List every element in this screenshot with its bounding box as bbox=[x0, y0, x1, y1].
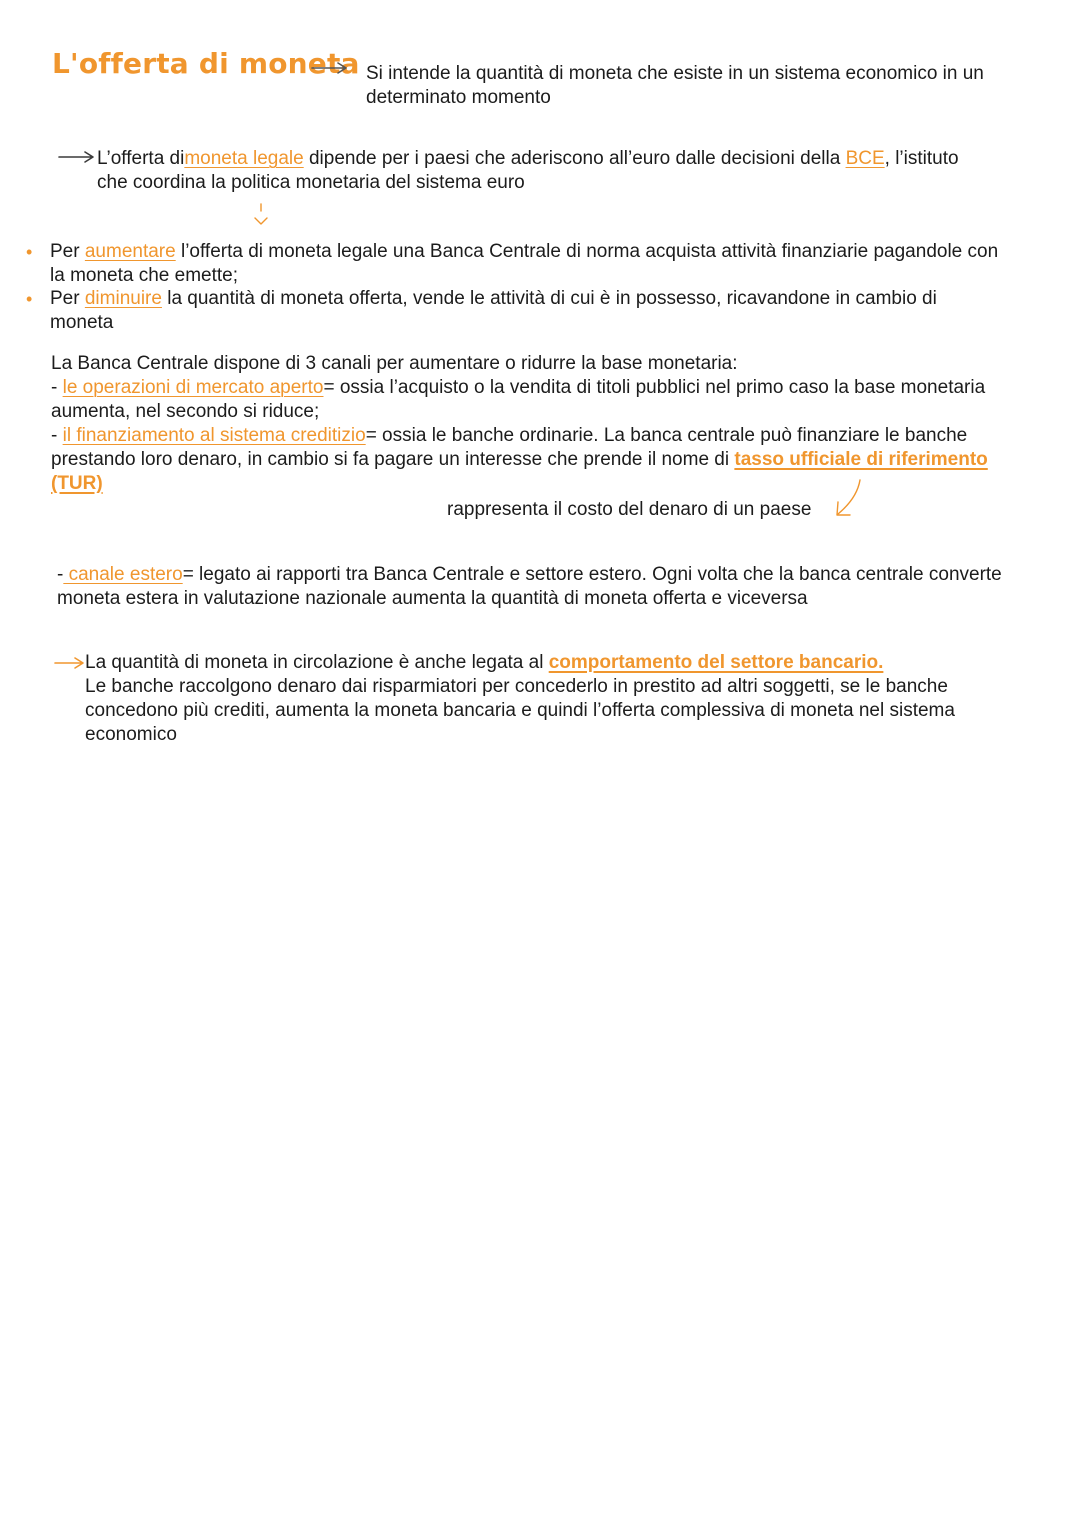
right-arrow-icon bbox=[57, 150, 97, 164]
increase-term: aumentare bbox=[84, 241, 176, 262]
right-arrow-icon bbox=[53, 656, 87, 670]
definition bbox=[366, 62, 984, 110]
channel-credit: - il finanziamento al sistema creditizio= ossia le banche ordinarie. La banca centrale può finanziare le banche bbox=[51, 425, 968, 446]
legal-money-term: moneta legale bbox=[184, 148, 304, 169]
decrease-term: diminuire bbox=[84, 288, 162, 309]
banking-section: La quantità di moneta in circolazione è anche legata al comportamento del settore bancario. Le banche raccolgono denaro dai risparmiatori per concederlo in prestito ad altri soggetti, se le banche concedono più crediti, aumenta la moneta bancaria e quindi l’offerta complessiva di moneta nel sistema economico bbox=[85, 652, 955, 745]
foreign-channel-term: canale estero bbox=[63, 564, 183, 585]
bce-term: BCE bbox=[845, 148, 885, 169]
bullet-increase: Per aumentare l’offerta di moneta legale una Banca Centrale di norma acquista attività finanziarie pagandole con la moneta che emette; bbox=[50, 241, 999, 286]
bullet-dot-icon: • bbox=[26, 289, 33, 309]
channel-foreign: - canale estero= legato ai rapporti tra Banca Centrale e settore estero. Ogni volta che la banca centrale converte moneta estera in valutazione nazionale aumenta la quantità di moneta offerta e viceversa bbox=[57, 564, 1002, 609]
legal-offer-paragraph bbox=[97, 147, 959, 195]
channel-open-market: - le operazioni di mercato aperto= ossia l’acquisto o la vendita di titoli pubblici nel primo caso la base monetaria bbox=[51, 377, 986, 398]
legal-offer-line-1: L’offerta dimoneta legale dipende per i paesi che aderiscono all’euro dalle decisioni della BCE, l’istituto bbox=[97, 148, 959, 169]
definition-line-1: Si intende la quantità di moneta che esiste in un sistema economico in un bbox=[366, 63, 984, 84]
tur-note: rappresenta il costo del denaro di un paese bbox=[447, 499, 812, 520]
definition-line-2: determinato momento bbox=[366, 87, 551, 108]
page-title: L'offerta di moneta bbox=[52, 47, 360, 80]
channels-intro: La Banca Centrale dispone di 3 canali per aumentare o ridurre la base monetaria: bbox=[51, 353, 738, 374]
curved-arrow-icon bbox=[834, 478, 866, 520]
credit-system-term: il finanziamento al sistema creditizio bbox=[62, 425, 366, 446]
open-market-term: le operazioni di mercato aperto bbox=[62, 377, 324, 398]
tur-abbreviation: (TUR) bbox=[51, 473, 103, 494]
right-arrow-icon bbox=[310, 60, 350, 74]
legal-offer-line-2: che coordina la politica monetaria del sistema euro bbox=[97, 172, 525, 193]
tur-term: tasso ufficiale di riferimento bbox=[734, 449, 988, 470]
down-arrow-icon bbox=[254, 203, 268, 227]
banking-sector-term: comportamento del settore bancario. bbox=[548, 652, 884, 673]
bullet-dot-icon: • bbox=[26, 242, 33, 262]
channels-section: La Banca Centrale dispone di 3 canali per aumentare o ridurre la base monetaria: - le operazioni di mercato aperto= ossia l’acquisto o la vendita di titoli pubblici nel primo caso la base monetaria aumenta, nel secondo si riduce; - il finanziamento al sistema creditizio= ossia le banche ordinarie. La banca centrale può finanziare le banche prestando loro denaro, in cambio si fa pagare un interesse che prende il nome di tasso ufficiale di riferimento (TUR) bbox=[51, 352, 1061, 496]
bullet-decrease: Per diminuire la quantità di moneta offerta, vende le attività di cui è in possesso, ricavandone in cambio di moneta bbox=[50, 288, 937, 333]
